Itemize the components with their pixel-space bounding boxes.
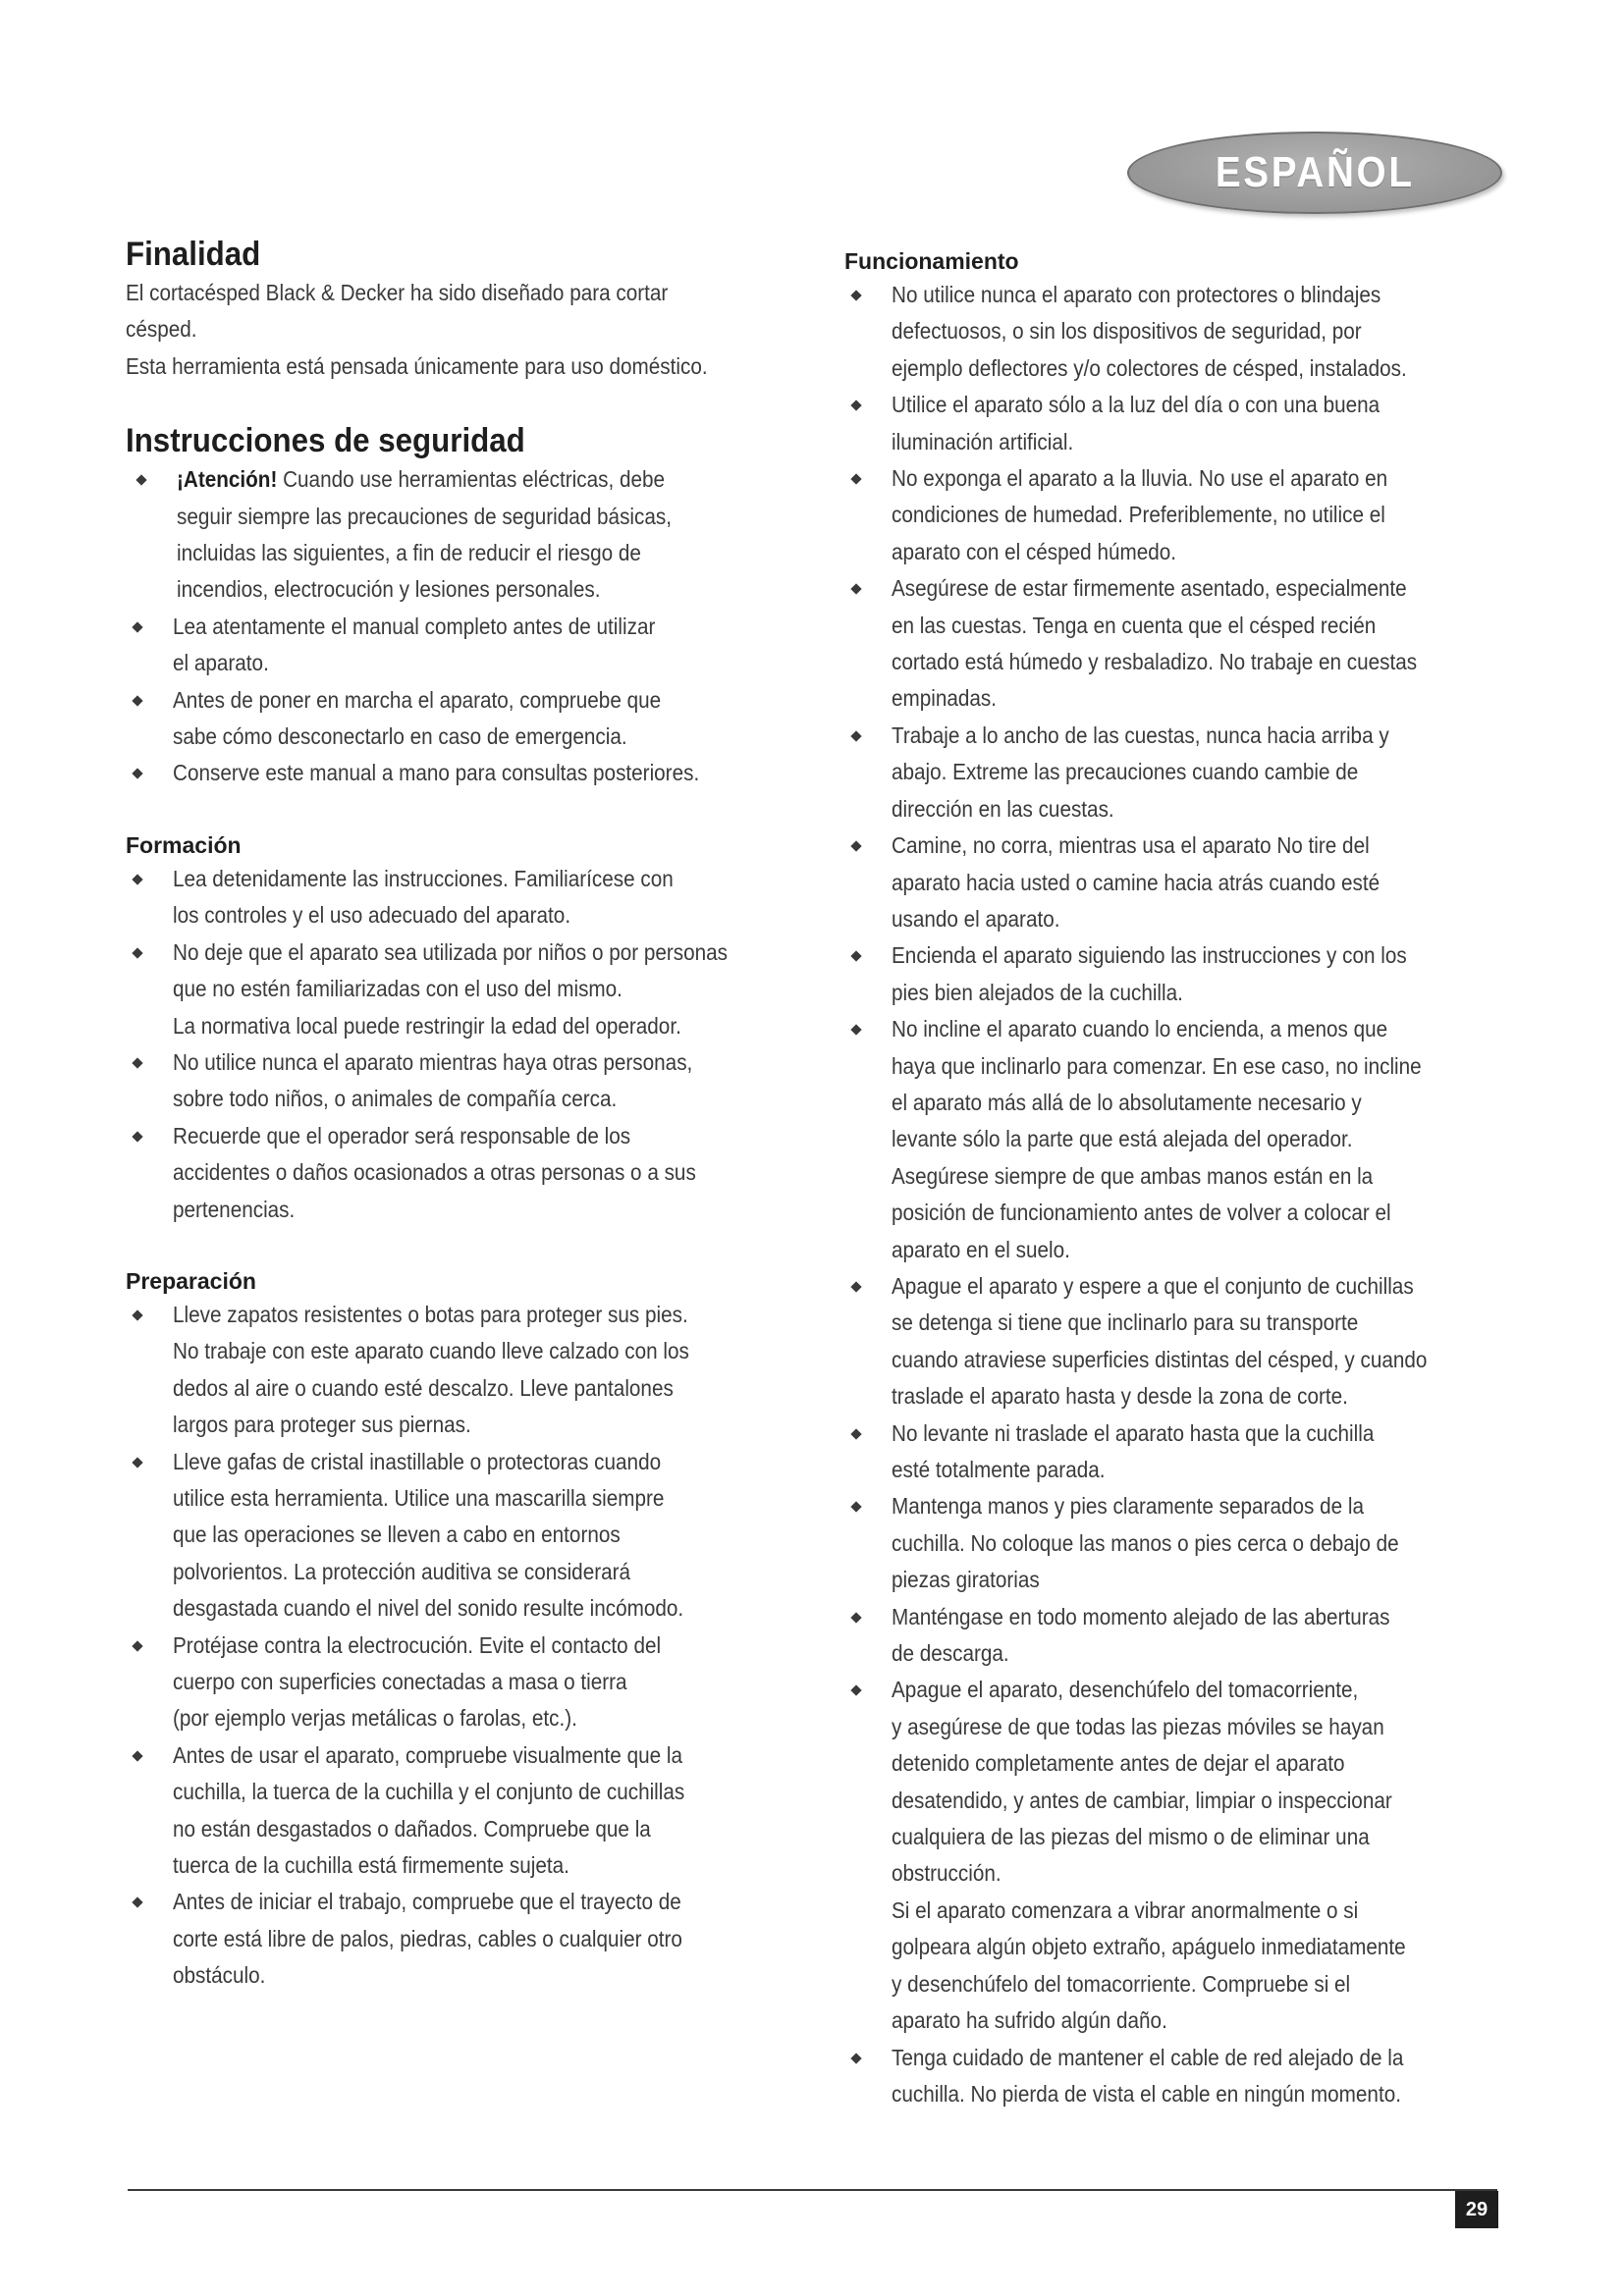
list-item-line: el aparato. bbox=[173, 650, 269, 676]
list-item-line: cortado está húmedo y resbaladizo. No trabaje en cuestas bbox=[892, 649, 1418, 675]
list-item-line: aparato hacia usted o camine hacia atrás cuando esté bbox=[892, 869, 1380, 895]
list-item bbox=[126, 1118, 793, 1228]
list-item-line: cuchilla. No coloque las manos o pies cerca o debajo de bbox=[892, 1529, 1399, 1556]
list-item bbox=[126, 1297, 793, 1444]
formacion-list bbox=[126, 861, 793, 1228]
bullet-icon bbox=[850, 2053, 861, 2063]
bullet-icon bbox=[132, 1057, 142, 1068]
list-item-line: no están desgastados o dañados. Compruebe que la bbox=[173, 1815, 651, 1842]
list-item bbox=[844, 277, 1512, 387]
bullet-icon bbox=[850, 951, 861, 962]
list-item bbox=[126, 1444, 793, 1628]
list-item-line: empinadas. bbox=[892, 685, 998, 712]
list-item-line: incluidas las siguientes, a fin de reducir el riesgo de bbox=[177, 540, 641, 566]
list-item-line: obstrucción. bbox=[892, 1860, 1001, 1887]
list-item-line: La normativa local puede restringir la edad del operador. bbox=[173, 1012, 681, 1039]
bullet-icon bbox=[850, 840, 861, 851]
list-item-line: dirección en las cuestas. bbox=[892, 795, 1114, 822]
list-item-line: aparato ha sufrido algún daño. bbox=[892, 2007, 1167, 2034]
list-item-line: No incline el aparato cuando lo encienda, a menos que bbox=[892, 1016, 1388, 1042]
list-item-line: cuerpo con superficies conectadas a masa o tierra bbox=[173, 1669, 627, 1694]
list-item bbox=[126, 609, 793, 682]
list-item-line: los controles y el uso adecuado del aparato. bbox=[173, 902, 571, 929]
bullet-icon bbox=[132, 769, 142, 779]
list-item bbox=[844, 1268, 1512, 1415]
bullet-icon bbox=[850, 1281, 861, 1292]
list-item-line: desgastada cuando el nivel del sonido resulte incómodo. bbox=[173, 1595, 684, 1622]
list-item-line: esté totalmente parada. bbox=[892, 1457, 1106, 1482]
list-item-line: tuerca de la cuchilla está firmemente sujeta. bbox=[173, 1852, 569, 1879]
list-item-line: que no estén familiarizadas con el uso del mismo. bbox=[173, 976, 623, 1002]
list-item bbox=[844, 387, 1512, 460]
list-item bbox=[844, 1672, 1512, 2039]
list-item bbox=[126, 1737, 793, 1885]
list-item-line: iluminación artificial. bbox=[892, 428, 1074, 454]
list-item bbox=[126, 682, 793, 756]
list-item-line: No utilice nunca el aparato con protectores o blindajes bbox=[892, 282, 1381, 307]
list-item-line: No utilice nunca el aparato mientras haya otras personas, bbox=[173, 1048, 693, 1075]
list-item-line: Protéjase contra la electrocución. Evite el contacto del bbox=[173, 1631, 662, 1658]
bullet-icon bbox=[850, 1428, 861, 1439]
list-item-line: Lleve gafas de cristal inastillable o protectoras cuando bbox=[173, 1448, 662, 1474]
right-column bbox=[844, 245, 1512, 2112]
attention-label: ¡Atención! bbox=[177, 466, 278, 493]
left-column bbox=[126, 234, 793, 1995]
list-item-line: Apague el aparato, desenchúfelo del tomacorriente, bbox=[892, 1677, 1359, 1703]
section-title-formacion: Formación bbox=[126, 831, 242, 858]
finalidad-line: Esta herramienta está pensada únicamente para uso doméstico. bbox=[126, 352, 708, 379]
list-item-line: polvorientos. La protección auditiva se considerará bbox=[173, 1558, 631, 1584]
bullet-icon bbox=[132, 1750, 142, 1761]
bullet-icon bbox=[850, 1502, 861, 1513]
bullet-icon bbox=[132, 947, 142, 958]
list-item-line: aparato en el suelo. bbox=[892, 1236, 1070, 1262]
list-item-line: Trabaje a lo ancho de las cuestas, nunca hacia arriba y bbox=[892, 721, 1389, 748]
list-item-line: abajo. Extreme las precauciones cuando cambie de bbox=[892, 759, 1359, 785]
list-item-line bbox=[177, 461, 731, 498]
bullet-icon bbox=[135, 475, 146, 486]
list-item-line: Antes de iniciar el trabajo, compruebe que el trayecto de bbox=[173, 1889, 681, 1915]
list-item-line: Apague el aparato y espere a que el conjunto de cuchillas bbox=[892, 1272, 1414, 1299]
finalidad-line: césped. bbox=[126, 316, 197, 343]
list-item-line: pies bien alejados de la cuchilla. bbox=[892, 979, 1183, 1005]
seguridad-list bbox=[126, 461, 793, 792]
list-item bbox=[126, 934, 793, 1044]
list-item-line: Antes de usar el aparato, compruebe visualmente que la bbox=[173, 1741, 682, 1768]
list-item-line: accidentes o daños ocasionados a otras personas o a sus bbox=[173, 1159, 696, 1186]
bullet-icon bbox=[850, 290, 861, 300]
list-item-line: obstáculo. bbox=[173, 1962, 266, 1989]
bullet-icon bbox=[850, 730, 861, 741]
list-item-line: Antes de poner en marcha el aparato, compruebe que bbox=[173, 686, 662, 713]
list-item bbox=[844, 828, 1512, 937]
bullet-icon bbox=[850, 1024, 861, 1035]
preparacion-list bbox=[126, 1297, 793, 1995]
list-item bbox=[844, 1488, 1512, 1598]
list-item bbox=[126, 1884, 793, 1994]
list-item-line: Manténgase en todo momento alejado de las aberturas bbox=[892, 1603, 1390, 1629]
list-item-line: defectuosos, o sin los dispositivos de seguridad, por bbox=[892, 318, 1362, 345]
list-item-line: utilice esta herramienta. Utilice una mascarilla siempre bbox=[173, 1484, 665, 1511]
list-item-line: se detenga si tiene que inclinarlo para su transporte bbox=[892, 1309, 1359, 1336]
language-badge-label: ESPAÑOL bbox=[1215, 148, 1415, 196]
list-item-line: seguir siempre las precauciones de seguridad básicas, bbox=[177, 503, 672, 529]
list-item-line: (por ejemplo verjas metálicas o farolas, etc.). bbox=[173, 1705, 577, 1732]
bullet-icon bbox=[132, 1131, 142, 1142]
list-item bbox=[126, 755, 793, 791]
list-item-line: el aparato más allá de lo absolutamente necesario y bbox=[892, 1089, 1362, 1115]
list-item-line: Si el aparato comenzara a vibrar anormalmente o si bbox=[892, 1896, 1359, 1923]
list-item-line: cualquiera de las piezas del mismo o de eliminar una bbox=[892, 1824, 1370, 1850]
footer-rule bbox=[128, 2189, 1497, 2191]
list-item-line: usando el aparato. bbox=[892, 905, 1060, 932]
list-item-line: Camine, no corra, mientras usa el aparato No tire del bbox=[892, 832, 1370, 859]
list-item-line: levante sólo la parte que está alejada del operador. bbox=[892, 1126, 1353, 1152]
list-item bbox=[844, 937, 1512, 1011]
list-item-line: traslade el aparato hasta y desde la zona de corte. bbox=[892, 1383, 1348, 1410]
list-item-line: Utilice el aparato sólo a la luz del día o con una buena bbox=[892, 392, 1380, 418]
list-item-line: piezas giratorias bbox=[892, 1567, 1040, 1593]
list-item-line: No exponga el aparato a la lluvia. No use el aparato en bbox=[892, 465, 1388, 492]
list-item bbox=[126, 861, 793, 934]
list-item bbox=[126, 1044, 793, 1118]
list-item bbox=[844, 570, 1512, 718]
bullet-icon bbox=[132, 1309, 142, 1320]
section-title-preparacion: Preparación bbox=[126, 1267, 256, 1294]
section-title-funcionamiento: Funcionamiento bbox=[844, 248, 1019, 274]
list-item-line: No trabaje con este aparato cuando lleve calzado con los bbox=[173, 1338, 689, 1364]
list-item-line: Conserve este manual a mano para consultas posteriores. bbox=[173, 760, 700, 786]
bullet-icon bbox=[132, 1640, 142, 1651]
page-number: 29 bbox=[1455, 2191, 1498, 2228]
list-item-line: Lea atentamente el manual completo antes de utilizar bbox=[173, 613, 656, 639]
bullet-icon bbox=[132, 1457, 142, 1468]
bullet-icon bbox=[850, 584, 861, 595]
list-item bbox=[844, 1415, 1512, 1489]
list-item-line: condiciones de humedad. Preferiblemente, no utilice el bbox=[892, 502, 1385, 528]
list-item bbox=[126, 1628, 793, 1737]
list-item-line: incendios, electrocución y lesiones personales. bbox=[177, 576, 601, 603]
list-item bbox=[126, 461, 793, 609]
list-item-line: aparato con el césped húmedo. bbox=[892, 538, 1177, 564]
list-item-line: golpeara algún objeto extraño, apáguelo inmediatamente bbox=[892, 1934, 1406, 1960]
list-item-line: en las cuestas. Tenga en cuenta que el césped recién bbox=[892, 612, 1377, 638]
language-badge bbox=[1127, 132, 1502, 214]
section-title-seguridad: Instrucciones de seguridad bbox=[126, 422, 525, 460]
list-item-line: dedos al aire o cuando esté descalzo. Lleve pantalones bbox=[173, 1374, 674, 1401]
list-item-line: Asegúrese de estar firmemente asentado, especialmente bbox=[892, 575, 1407, 602]
list-item-line: Recuerde que el operador será responsable de los bbox=[173, 1122, 631, 1148]
bullet-icon bbox=[850, 473, 861, 484]
list-item-line: sabe cómo desconectarlo en caso de emergencia. bbox=[173, 723, 627, 750]
list-item-line: y asegúrese de que todas las piezas móviles se hayan bbox=[892, 1713, 1384, 1739]
list-item bbox=[844, 2040, 1512, 2113]
list-item-line: posición de funcionamiento antes de volver a colocar el bbox=[892, 1200, 1391, 1226]
list-item-line: corte está libre de palos, piedras, cables o cualquier otro bbox=[173, 1925, 682, 1951]
finalidad-line: El cortacésped Black & Decker ha sido diseñado para cortar bbox=[126, 280, 669, 305]
list-item-line: sobre todo niños, o animales de compañía cerca. bbox=[173, 1086, 618, 1112]
list-item-line: No levante ni traslade el aparato hasta que la cuchilla bbox=[892, 1419, 1375, 1446]
list-item-line: detenido completamente antes de dejar el aparato bbox=[892, 1750, 1345, 1777]
bullet-icon bbox=[132, 621, 142, 632]
funcionamiento-list bbox=[844, 277, 1512, 2112]
bullet-icon bbox=[132, 695, 142, 706]
list-item-line: cuando atraviese superficies distintas del césped, y cuando bbox=[892, 1346, 1428, 1372]
list-item-line: haya que inclinarlo para comenzar. En ese caso, no incline bbox=[892, 1052, 1422, 1079]
list-item bbox=[844, 460, 1512, 570]
list-item-line: de descarga. bbox=[892, 1640, 1009, 1667]
list-item-line: Encienda el aparato siguiendo las instrucciones y con los bbox=[892, 942, 1407, 969]
list-item-line: desatendido, y antes de cambiar, limpiar o inspeccionar bbox=[892, 1787, 1392, 1813]
list-item-line: Tenga cuidado de mantener el cable de red alejado de la bbox=[892, 2044, 1404, 2070]
list-item-line: cuchilla. No pierda de vista el cable en ningún momento. bbox=[892, 2080, 1401, 2107]
list-item-line: largos para proteger sus piernas. bbox=[173, 1412, 471, 1438]
list-item-line: pertenencias. bbox=[173, 1196, 296, 1222]
section-title-finalidad: Finalidad bbox=[126, 236, 261, 273]
bullet-icon bbox=[850, 400, 861, 411]
list-item-line: Asegúrese siempre de que ambas manos están en la bbox=[892, 1162, 1374, 1189]
list-item-line: cuchilla, la tuerca de la cuchilla y el conjunto de cuchillas bbox=[173, 1779, 685, 1805]
list-item-line: ejemplo deflectores y/o colectores de césped, instalados. bbox=[892, 354, 1407, 381]
bullet-icon bbox=[850, 1612, 861, 1623]
bullet-icon bbox=[132, 1897, 142, 1908]
list-item-line: Lleve zapatos resistentes o botas para proteger sus pies. bbox=[173, 1301, 688, 1327]
list-item-line: Mantenga manos y pies claramente separados de la bbox=[892, 1493, 1364, 1520]
bullet-icon bbox=[850, 1685, 861, 1696]
list-item-line: que las operaciones se lleven a cabo en entornos bbox=[173, 1522, 621, 1548]
list-item-line: y desenchúfelo del tomacorriente. Compruebe si el bbox=[892, 1970, 1351, 1997]
list-item bbox=[844, 718, 1512, 828]
list-item bbox=[844, 1599, 1512, 1673]
list-item-line: No deje que el aparato sea utilizada por niños o por personas bbox=[173, 938, 729, 965]
list-item-line: Lea detenidamente las instrucciones. Familiarícese con bbox=[173, 865, 674, 891]
attention-text: Cuando use herramientas eléctricas, debe bbox=[283, 466, 666, 493]
list-item bbox=[844, 1011, 1512, 1268]
bullet-icon bbox=[132, 874, 142, 884]
